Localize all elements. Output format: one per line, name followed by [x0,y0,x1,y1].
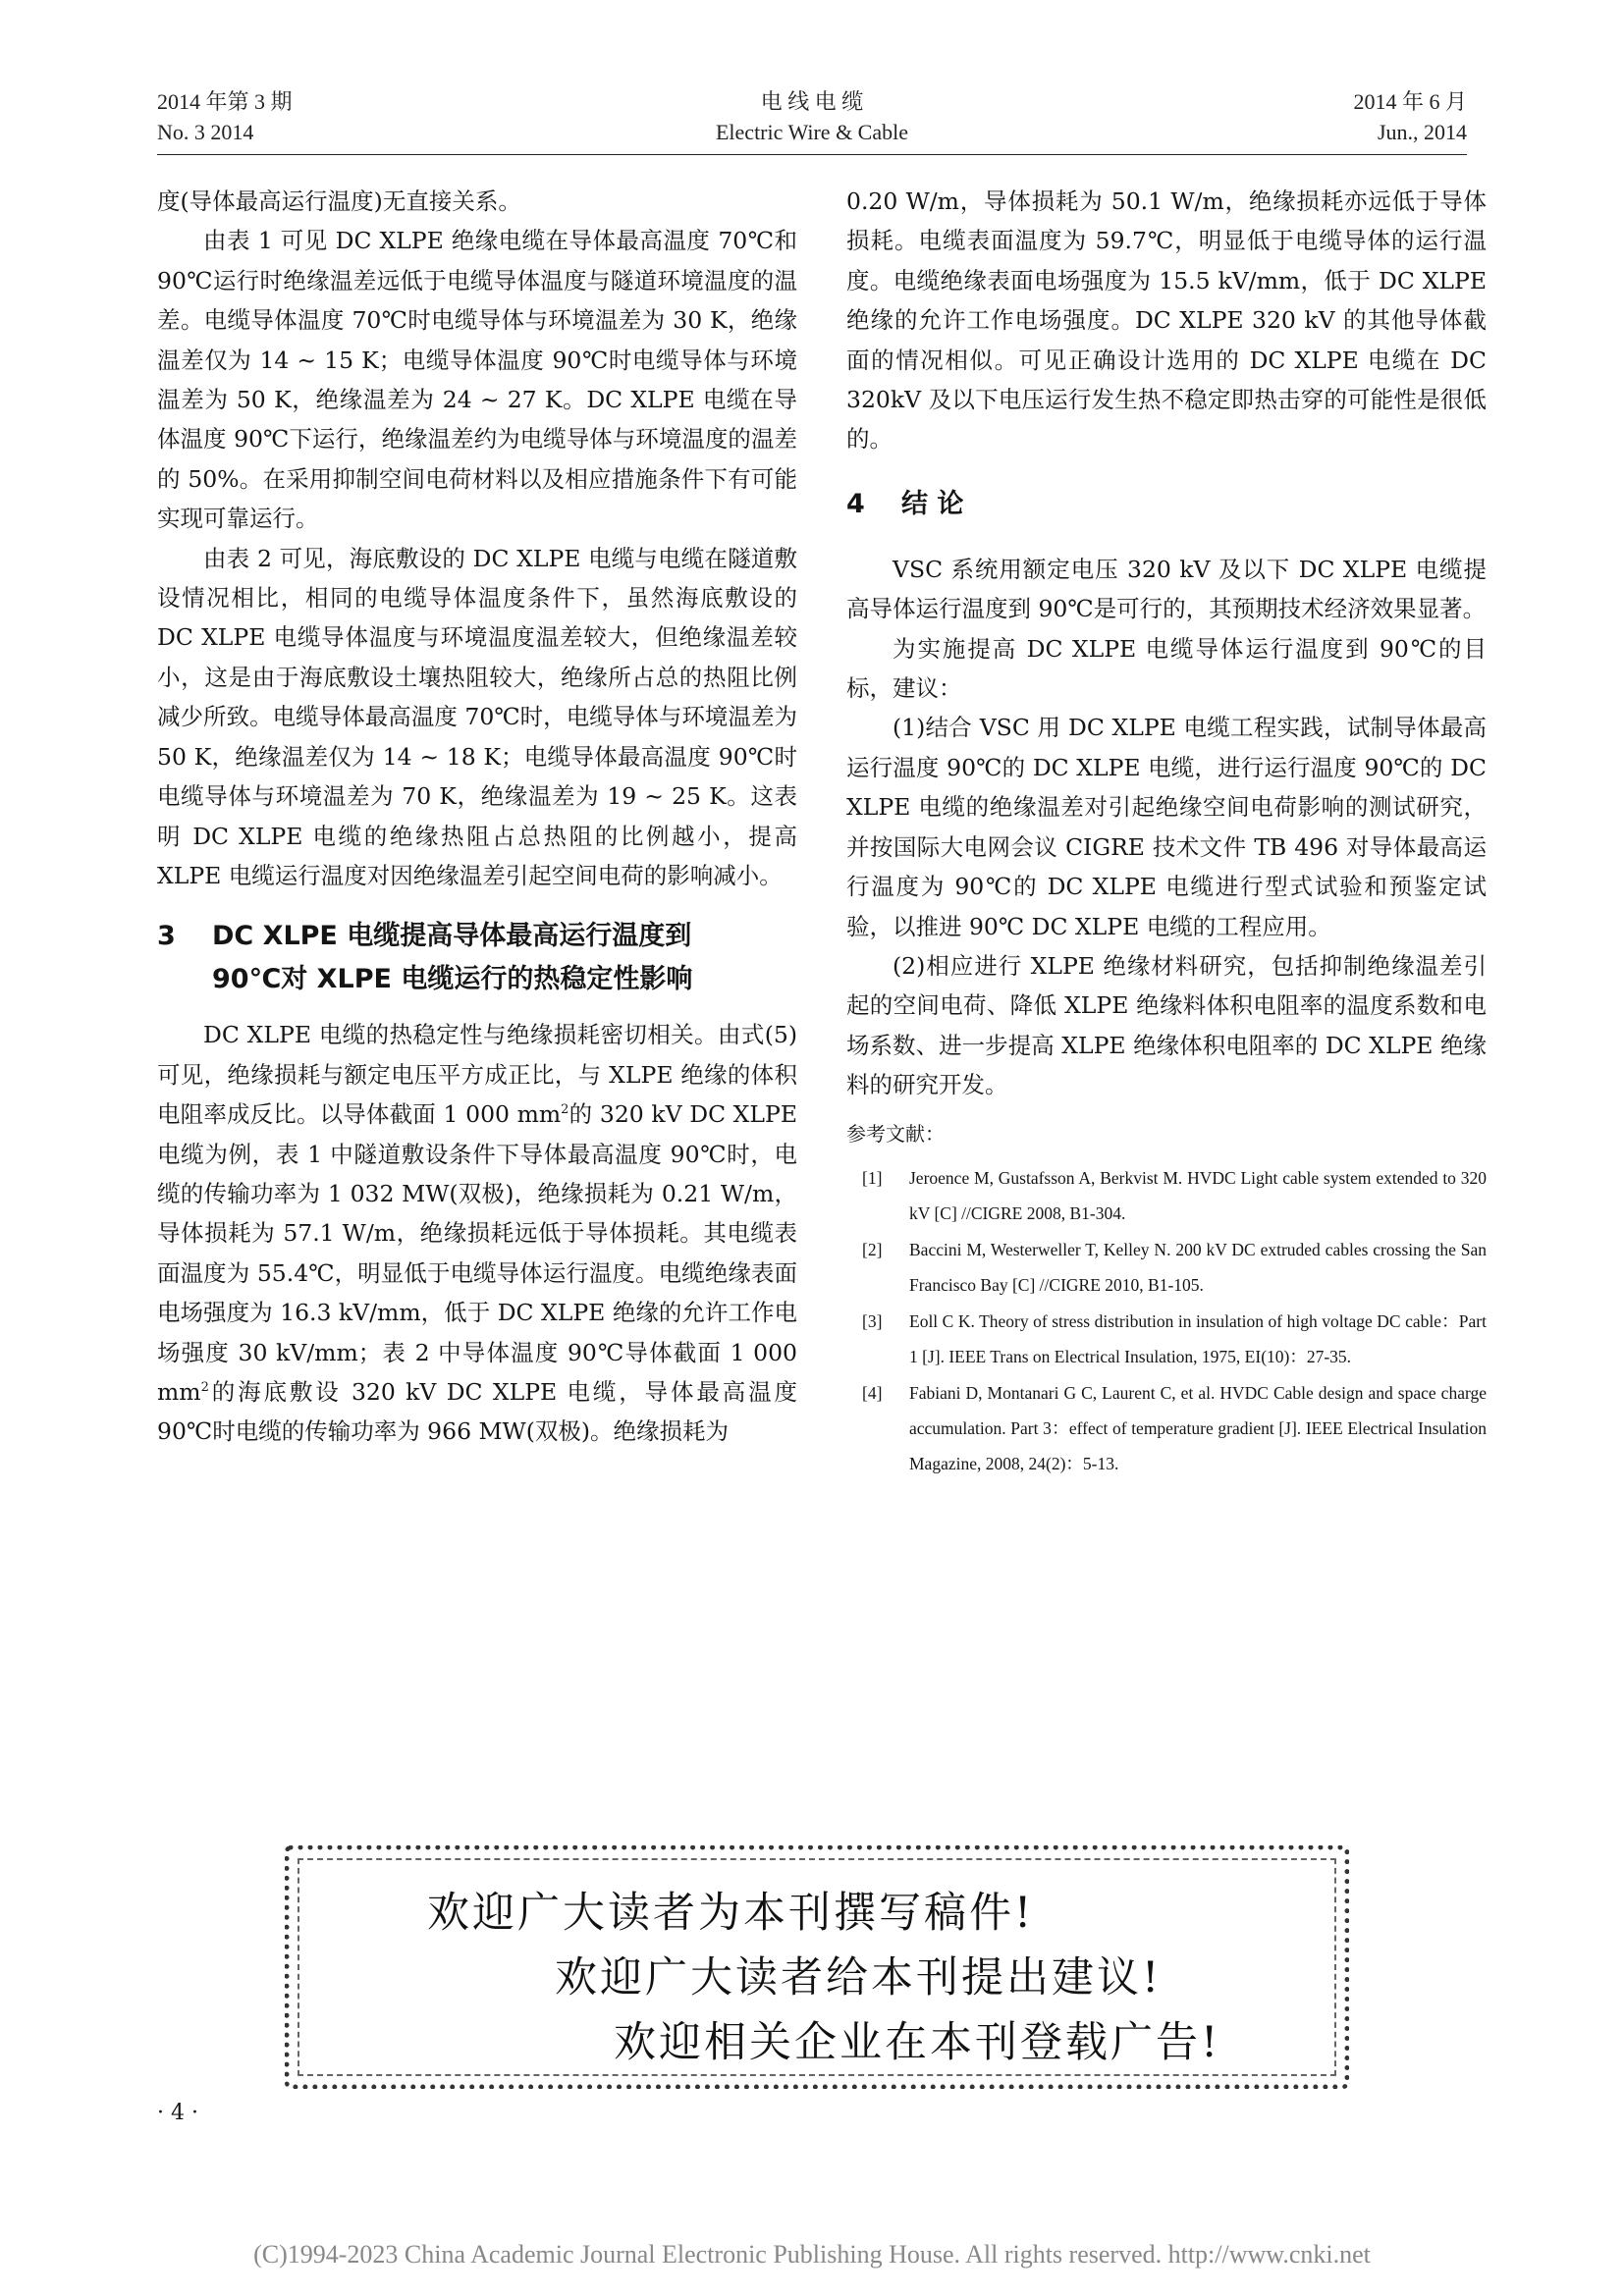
superscript-2-a: 2 [561,1102,569,1118]
reference-text: Baccini M, Westerweller T, Kelley N. 200 kV DC extruded cables crossing the San Francisco Bay [C] //CIGRE 2010, B1-105. [909,1239,1487,1295]
header-rule [157,154,1467,155]
section-4-title: 结 论 [901,488,964,519]
page-number: · 4 · [157,2101,198,2125]
right-paragraph-3: 为实施提高 DC XLPE 电缆导体运行温度到 90℃的目标，建议： [846,634,1487,703]
notice-line-1: 欢迎广大读者为本刊撰写稿件! [427,1889,1035,1938]
header-issue-en: No. 3 2014 [157,120,254,144]
section-3-title-line-1: DC XLPE 电缆提高导体最高运行温度到 [212,921,692,952]
notice-line-2: 欢迎广大读者给本刊提出建议! [555,1953,1163,2002]
header-issue-cn: 2014 年第 3 期 [157,89,293,114]
right-paragraph-2: VSC 系统用额定电压 320 kV 及以下 DC XLPE 电缆提高导体运行温度到 90℃是可行的，其预期技术经济效果显著。 [846,555,1487,623]
section-3-heading [157,915,797,1001]
header-date [1353,86,1467,147]
superscript-2-b: 2 [200,1379,209,1395]
left-paragraph-4-part-a: DC XLPE 电缆的热稳定性与绝缘损耗密切相关。由式(5)可见，绝缘损耗与额定电压平方成正比，与 XLPE 绝缘的体积电阻率成反比。以导体截面 1 000 mm [157,1021,797,1129]
section-3-title-line-2: 90℃对 XLPE 电缆运行的热稳定性影响 [212,964,693,995]
reference-number: [2] [862,1239,883,1259]
header-journal-cn: 电 线 电 缆 [760,89,864,114]
reference-text: Eoll C K. Theory of stress distribution in insulation of high voltage DC cable：Part 1 [J]. IEEE Trans on Electrical Insulation, 1975, EI(10)：27-35. [909,1310,1487,1366]
reference-item [846,1232,1487,1303]
references-title: 参考文献： [846,1121,945,1146]
reference-list [846,1160,1487,1481]
right-paragraph-4: (1)结合 VSC 用 DC XLPE 电缆工程实践，试制导体最高运行温度 90℃的 DC XLPE 电缆，进行运行温度 90℃的 DC XLPE 电缆的绝缘温差对引起绝缘空间电荷影响的测试研究，并按国际大电网会议 CIGRE 技术文件 TB 496 对导体最高运行温度为 90℃的 DC XLPE 电缆进行型式试验和预鉴定试验，以推进 90℃ DC XLPE 电缆的工程应用。 [846,714,1487,940]
left-paragraph-4 [157,1015,797,1451]
reference-item [846,1304,1487,1374]
reference-text: Jeroence M, Gustafsson A, Berkvist M. HVDC Light cable system extended to 320 kV [C] //CIGRE 2008, B1-304. [909,1167,1487,1223]
section-4-heading [846,483,1487,526]
reference-number: [4] [862,1382,883,1403]
notice-line-3: 欢迎相关企业在本刊登载广告! [614,2018,1221,2067]
left-paragraph-3: 由表 2 可见，海底敷设的 DC XLPE 电缆与电缆在隧道敷设情况相比，相同的电缆导体温度条件下，虽然海底敷设的 DC XLPE 电缆导体温度与环境温度温差较大，但绝缘温差较小，这是由于海底敷设土壤热阻较大，绝缘所占总的热阻比例减少所致。电缆导体最高温度 70℃时，电缆导体与环境温差为 50 K，绝缘温差仅为 14 ~ 18 K；电缆导体最高温度 90℃时电缆导体与环境温差为 70 K，绝缘温差为 19 ~ 25 K。这表明 DC XLPE 电缆的绝缘热阻占总热阻的比例越小，提高 XLPE 电缆运行温度对因绝缘温差引起空间电荷的影响减小。 [157,544,797,889]
right-column [846,182,1487,1482]
right-paragraph-1: 0.20 W/m，导体损耗为 50.1 W/m，绝缘损耗亦远低于导体损耗。电缆表面温度为 59.7℃，明显低于电缆导体的运行温度。电缆绝缘表面电场强度为 15.5 kV/mm，低于 DC XLPE 绝缘的允许工作电场强度。DC XLPE 320 kV 的其他导体截面的情况相似。可见正确设计选用的 DC XLPE 电缆在 DC 320kV 及以下电压运行发生热不稳定即热击穿的可能性是很低的。 [846,187,1487,454]
left-paragraph-4-part-b: 的 320 kV DC XLPE 电缆为例，表 1 中隧道敷设条件下导体最高温度 90℃时，电缆的传输功率为 1 032 MW(双极)，绝缘损耗为 0.21 W/m，导体损耗为 57.1 W/m，绝缘损耗远低于导体损耗。其电缆表面温度为 55.4℃，明显低于电缆导体运行温度。电缆绝缘表面电场强度为 16.3 kV/mm，低于 DC XLPE 绝缘的允许工作电场强度 30 kV/mm；表 2 中导体温度 90℃导体截面 1 000 mm [157,1100,797,1406]
reference-number: [1] [862,1167,883,1188]
header-date-cn: 2014 年 6 月 [1353,89,1467,114]
section-4-number: 4 [846,488,865,519]
copyright-footer: (C)1994-2023 China Academic Journal Electronic Publishing House. All rights reserved. http://www.cnki.net [253,2240,1371,2269]
header-journal-en: Electric Wire & Cable [715,120,908,144]
reference-item [846,1160,1487,1231]
right-paragraph-5: (2)相应进行 XLPE 绝缘材料研究，包括抑制绝缘温差引起的空间电荷、降低 XLPE 绝缘料体积电阻率的温度系数和电场系数、进一步提高 XLPE 绝缘体积电阻率的 DC XLPE 绝缘料的研究开发。 [846,951,1487,1099]
reader-notice-box [285,1845,1349,2089]
left-column [157,182,797,1452]
header-date-en: Jun., 2014 [1377,120,1467,144]
reference-text: Fabiani D, Montanari G C, Laurent C, et al. HVDC Cable design and space charge accumulation. Part 3：effect of temperature gradient [J]. IEEE Electrical Insulation Magazine, 2008, 24(2)：5-13. [909,1382,1487,1473]
section-3-number: 3 [157,921,176,952]
left-paragraph-1: 度(导体最高运行温度)无直接关系。 [157,187,521,215]
left-paragraph-4-part-c: 的海底敷设 320 kV DC XLPE 电缆，导体最高温度 90℃时电缆的传输功率为 966 MW(双极)。绝缘损耗为 [157,1377,797,1446]
left-paragraph-2: 由表 1 可见 DC XLPE 绝缘电缆在导体最高温度 70℃和 90℃运行时绝缘温差远低于电缆导体温度与隧道环境温度的温差。电缆导体温度 70℃时电缆导体与环境温差为 30 K，绝缘温差仅为 14 ~ 15 K；电缆导体温度 90℃时电缆导体与环境温差为 50 K，绝缘温差为 24 ~ 27 K。DC XLPE 电缆在导体温度 90℃下运行，绝缘温差约为电缆导体与环境温度的温差的 50%。在采用抑制空间电荷材料以及相应措施条件下有可能实现可靠运行。 [157,227,797,533]
reference-item [846,1375,1487,1481]
reference-number: [3] [862,1310,883,1331]
